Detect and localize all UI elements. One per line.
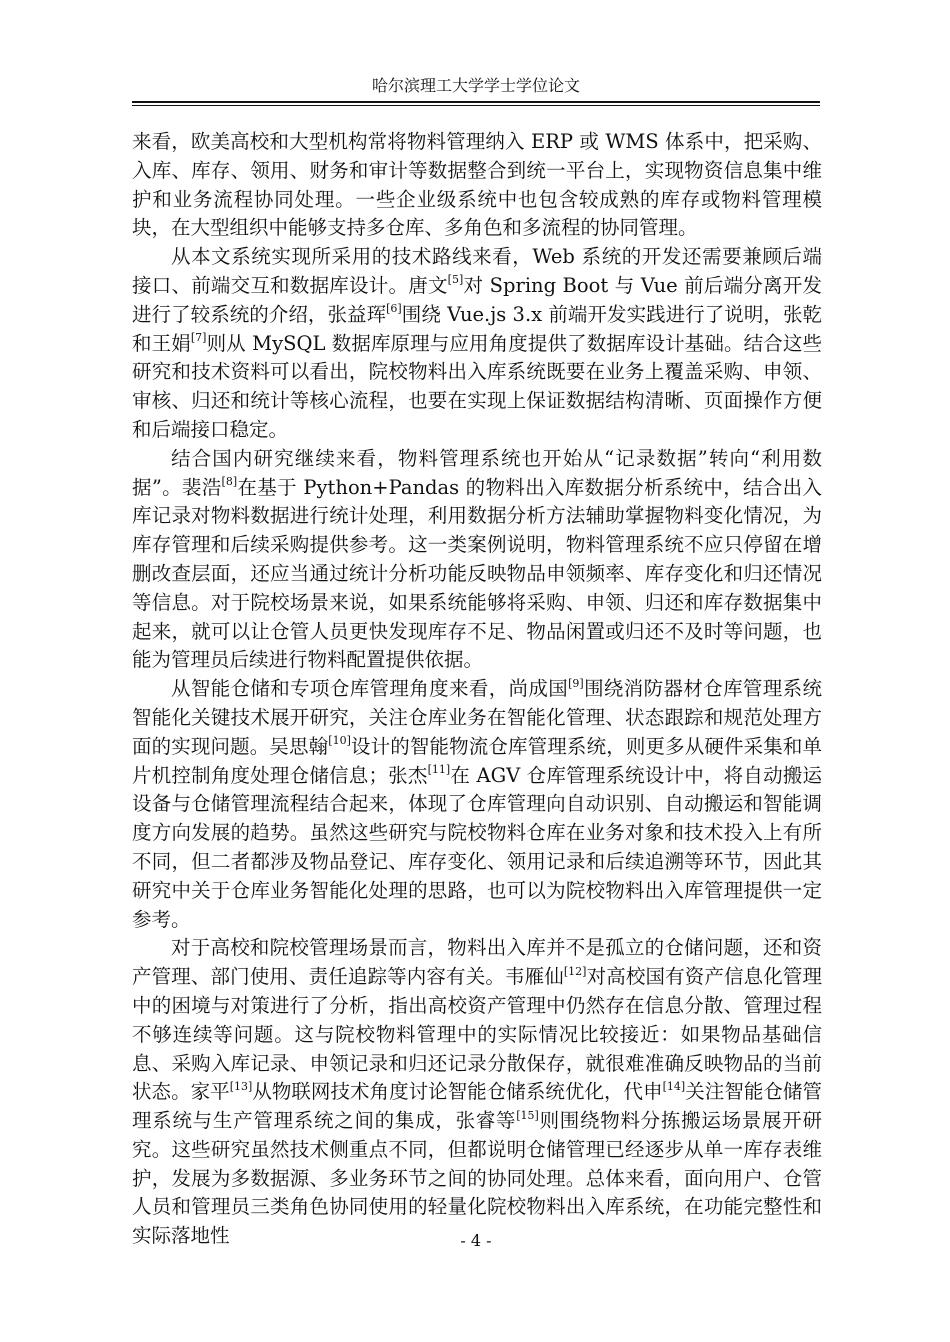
running-header: 哈尔滨理工大学学士学位论文 — [371, 76, 580, 95]
header-rule-thick — [132, 101, 820, 103]
citation-marker: [5] — [447, 273, 464, 287]
citation-marker: [9] — [568, 676, 584, 690]
citation-marker: [10] — [328, 734, 351, 748]
citation-marker: [14] — [662, 1079, 686, 1093]
paragraph-text: 对高校国有资产信息化管理中的困境与对策进行了分析，指出高校资产管理中仍然存在信息分散、管理过程不够连续等问题。这与院校物料管理中的实际情况比较接近：如果物品基础信息、采购入库记录、申领记录和归还记录分散保存，就很难准确反映物品的当前状态。家平 — [132, 965, 822, 1104]
paragraph-text: 设计的智能物流仓库管理系统，则更多从硬件采集和单片机控制角度处理仓储信息；张杰 — [132, 734, 822, 787]
paragraph — [132, 934, 822, 1251]
paragraph-text: 结合国内研究继续来看，物料管理系统也开始从“记录数据”转向“利用数据”。裴浩 — [132, 446, 822, 499]
paragraph-text: 围绕 Vue.js 3.x 前端开发实践进行了说明，张乾和王娟 — [132, 302, 822, 355]
paragraph — [132, 128, 822, 243]
paragraph-text: 则围绕物料分拣搬运场景展开研究。这些研究虽然技术侧重点不同，但都说明仓储管理已经逐步从单一库存表维护，发展为多数据源、多业务环节之间的协同处理。总体来看，面向用户、仓管人员和管理员三类角色协同使用的轻量化院校物料出入库系统，在功能完整性和实际落地性 — [132, 1109, 822, 1248]
citation-marker: [12] — [563, 964, 587, 978]
paragraph-text: 则从 MySQL 数据库原理与应用角度提供了数据库设计基础。结合这些研究和技术资料可以看出，院校物料出入库系统既要在业务上覆盖采购、申领、审核、归还和统计等核心流程，也要在实现上保证数据结构清晰、页面操作方便和后端接口稳定。 — [132, 331, 822, 441]
paragraph-text: 从本文系统实现所采用的技术路线来看，Web 系统的开发还需要兼顾后端接口、前端交互和数据库设计。唐文 — [132, 245, 822, 297]
paragraph-text: 围绕消防器材仓库管理系统智能化关键技术展开研究，关注仓库业务在智能化管理、状态跟踪和规范处理方面的实现问题。吴思翰 — [132, 677, 822, 758]
citation-marker: [7] — [190, 331, 207, 345]
paragraph-text: 来看，欧美高校和大型机构常将物料管理纳入 ERP 或 WMS 体系中，把采购、入库、库存、领用、财务和审计等数据整合到统一平台上，实现物资信息集中维护和业务流程协同处理。一些企业级系统中也包含较成熟的库存或物料管理模块，在大型组织中能够支持多仓库、多角色和多流程的协同管理。 — [132, 130, 822, 240]
citation-marker: [13] — [229, 1079, 253, 1093]
citation-marker: [11] — [427, 763, 451, 777]
citation-marker: [6] — [386, 302, 402, 316]
paragraph-text: 对 Spring Boot 与 Vue 前后端分离开发进行了较系统的介绍，张益珲 — [132, 273, 822, 326]
paragraph-text: 对于高校和院校管理场景而言，物料出入库并不是孤立的仓储问题，还和资产管理、部门使用、责任追踪等内容有关。韦雁仙 — [132, 936, 822, 989]
paragraph-text: 从智能仓储和专项仓库管理角度来看，尚成国 — [171, 677, 569, 701]
citation-marker: [15] — [516, 1108, 539, 1122]
paragraph-text: 关注智能仓储管理系统与生产管理系统之间的集成，张睿等 — [132, 1080, 822, 1133]
paragraph-text: 在基于 Python+Pandas 的物料出入库数据分析系统中，结合出入库记录对物料数据进行统计处理，利用数据分析方法辅助掌握物料变化情况，为库存管理和后续采购提供参考。这一类案例说明，物料管理系统不应只停留在增删改查层面，还应当通过统计分析功能反映物品申领频率、库存变化和归还情况等信息。对于院校场景来说，如果系统能够将采购、申领、归还和库存数据集中起来，就可以让仓管人员更快发现库存不足、物品闲置或归还不及时等问题，也能为管理员后续进行物料配置提供依据。 — [132, 475, 822, 672]
paragraph-text: 从物联网技术角度讨论智能仓储系统优化，代申 — [252, 1080, 663, 1104]
citation-marker: [8] — [221, 475, 238, 489]
paragraph-text: 在 AGV 仓库管理系统设计中，将自动搬运设备与仓储管理流程结合起来，体现了仓库管理向自动识别、自动搬运和智能调度方向发展的趋势。虽然这些研究与院校物料仓库在业务对象和技术投入上有所不同，但二者都涉及物品登记、库存变化、领用记录和后续追溯等环节，因此其研究中关于仓库业务智能化处理的思路，也可以为院校物料出入库管理提供一定参考。 — [132, 763, 822, 931]
header-rule-thin — [132, 105, 820, 106]
body-text — [132, 128, 822, 1251]
paragraph — [132, 675, 822, 934]
page-number: - 4 - — [460, 1231, 492, 1250]
paragraph — [132, 445, 822, 675]
paragraph — [132, 243, 822, 445]
